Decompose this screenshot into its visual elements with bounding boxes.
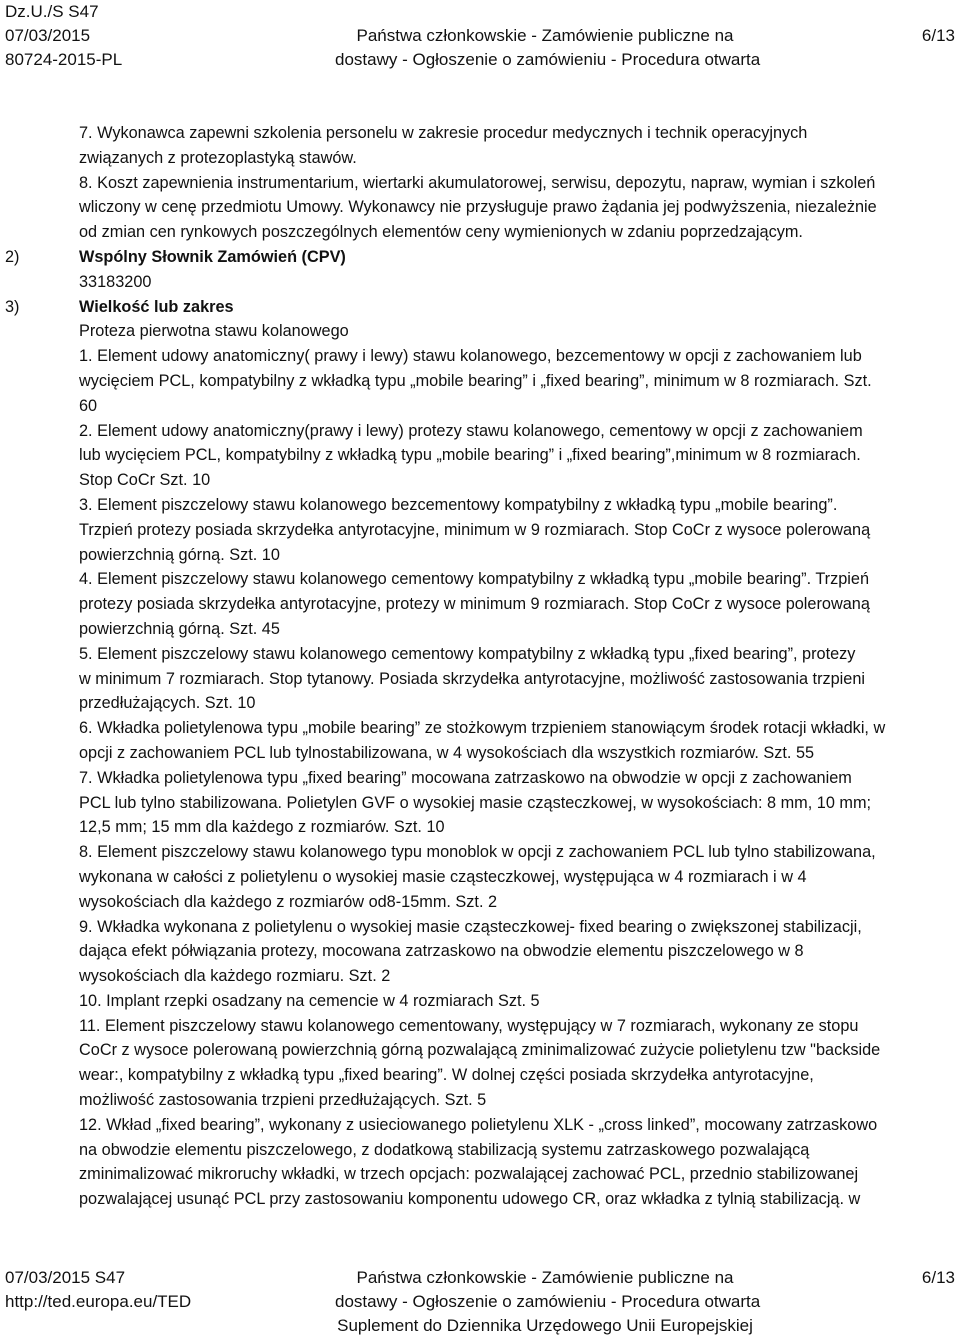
scope-line: 9. Wkładka wykonana z polietylenu o wysokiej masie cząsteczkowej- fixed bearing o zwiększonej stabilizacji, [79,917,862,936]
scope-line: Stop CoCr Szt. 10 [79,471,211,490]
scope-text [79,319,959,1212]
scope-line: Trzpień protezy posiada skrzydełka antyrotacyjne, minimum w 9 rozmiarach. Stop CoCr z wysoce polerowaną [79,520,871,539]
scope-line: powierzchnią górną. Szt. 45 [79,619,280,638]
section-number: 2) [5,247,20,266]
scope-line: 3. Element piszczelowy stawu kolanowego bezcementowy kompatybilny z wkładką typu „mobile bearing”. [79,495,838,514]
intro-paragraph [79,121,959,245]
scope-line: 1. Element udowy anatomiczny( prawy i lewy) stawu kolanowego, bezcementowy w opcji z zachowaniem lub [79,347,862,366]
header-title-line-2: dostawy - Ogłoszenie o zamówieniu - Procedura otwarta [335,50,761,69]
intro-line: 8. Koszt zapewnienia instrumentarium, wiertarki akumulatorowej, serwisu, depozytu, napraw, wymian i szkoleń [79,173,876,192]
intro-line: związanych z protezoplastyką stawów. [79,148,357,167]
scope-line: 12,5 mm; 15 mm dla każdego z rozmiarów. Szt. 10 [79,818,445,837]
intro-line: 7. Wykonawca zapewni szkolenia personelu w zakresie procedur medycznych i technik operacyjnych [79,124,808,142]
header-left [5,0,122,72]
footer-center [335,1266,761,1338]
cpv-code: 33183200 [79,272,152,291]
scope-line: 5. Element piszczelowy stawu kolanowego cementowy kompatybilny z wkładką typu „fixed bearing”, protezy [79,644,856,663]
footer-title-line-1: Państwa członkowskie - Zamówienie publiczne na [356,1268,734,1287]
section-cpv [5,245,959,295]
scope-line: 60 [79,396,98,415]
footer-left [5,1266,191,1314]
footer-supplement: Suplement do Dziennika Urzędowego Unii Europejskiej [337,1316,753,1335]
section-title: Wielkość lub zakres [79,297,234,316]
scope-line: na obwodzie elementu piszczelowego, z dodatkową stabilizacją systemu zatrzaskowego pozwalającą [79,1140,810,1159]
scope-line: wear:, kompatybilny z wkładką typu „fixed bearing”. W dolnej części posiada skrzydełka antyrotacyjne, [79,1066,814,1085]
scope-line: 8. Element piszczelowy stawu kolanowego typu monoblok w opcji z zachowaniem PCL lub tylno stabilizowana, [79,843,876,862]
intro-line: wliczony w cenę przedmiotu Umowy. Wykonawcy nie przysługuje prawo żądania jej podwyższenia, niezależnie [79,198,877,217]
scope-line: 12. Wkład „fixed bearing”, wykonany z usieciowanego polietylenu XLK - „cross linked”, mocowany zatrzaskowo [79,1115,878,1134]
scope-line: Proteza pierwotna stawu kolanowego [79,322,349,341]
scope-line: zminimalizować mikroruchy wkładki, w trzech opcjach: pozwalającej zachować PCL, przednio stabilizowanej [79,1165,859,1184]
scope-line: opcji z zachowaniem PCL lub tylnostabilizowana, w 4 wysokościach dla wszystkich rozmiarów. Szt. 55 [79,743,815,762]
intro-line: od zmian cen rynkowych poszczególnych elementów ceny wymienionych w zdaniu poprzedzającym. [79,223,803,242]
document-body [5,121,959,1212]
scope-line: możliwość zastosowania trzpieni przedłużających. Szt. 5 [79,1091,487,1110]
footer-page-number: 6/13 [921,1268,955,1287]
scope-line: 7. Wkładka polietylenowa typu „fixed bearing” mocowana zatrzaskowo na obwodzie w opcji z zachowaniem [79,768,852,787]
section-title: Wspólny Słownik Zamówień (CPV) [79,247,346,266]
scope-line: przedłużających. Szt. 10 [79,694,256,713]
scope-line: powierzchnią górną. Szt. 10 [79,545,280,564]
scope-line: lub wycięciem PCL, kompatybilny z wkładką typu „mobile bearing” i „fixed bearing”,minimum w 8 rozmiarach. [79,446,861,465]
publication-date: 07/03/2015 [5,26,91,45]
scope-line: 11. Element piszczelowy stawu kolanowego cementowany, występujący w 7 rozmiarach, wykonany ze stopu [79,1016,859,1035]
section-number: 3) [5,297,20,316]
journal-ref: Dz.U./S S47 [5,2,99,21]
header-center [335,24,761,72]
notice-number: 80724-2015-PL [5,50,123,69]
scope-line: w minimum 7 rozmiarach. Stop tytanowy. Posiada skrzydełka antyrotacyjne, możliwość zastosowania trzpieni [79,669,866,688]
scope-line: protezy posiada skrzydełka antyrotacyjne, protezy w minimum 9 rozmiarach. Stop CoCr z wysoce polerowaną [79,595,870,614]
scope-line: 4. Element piszczelowy stawu kolanowego cementowy kompatybilny z wkładką typu „mobile bearing”. Trzpień [79,570,870,589]
scope-line: 6. Wkładka polietylenowa typu „mobile bearing” ze stożkowym trzpieniem stanowiącym środek rotacji wkładki, w [79,719,886,738]
section-scope [5,295,959,1212]
scope-line: wysokościach dla każdego z rozmiarów od8-15mm. Szt. 2 [79,892,498,911]
footer-title-line-2: dostawy - Ogłoszenie o zamówieniu - Procedura otwarta [335,1292,761,1311]
scope-line: dająca efekt półwiązania protezy, mocowana zatrzaskowo na obwodzie elementu piszczelowego w 8 [79,942,804,961]
footer-url[interactable]: http://ted.europa.eu/TED [5,1292,192,1311]
scope-line: PCL lub tylno stabilizowana. Polietylen GVF o wysokiej masie cząsteczkowej, w wysokościach: 8 mm, 10 mm; [79,793,872,812]
footer-date: 07/03/2015 S47 [5,1268,126,1287]
header-page-number: 6/13 [921,26,955,45]
scope-line: CoCr z wysoce polerowaną powierzchnią górną pozwalającą zminimalizować zużycie polietylenu tzw "backside [79,1041,881,1060]
scope-line: wysokościach dla każdego rozmiaru. Szt. 2 [79,967,391,986]
header-title-line-1: Państwa członkowskie - Zamówienie publiczne na [356,26,734,45]
scope-line: 10. Implant rzepki osadzany na cemencie w 4 rozmiarach Szt. 5 [79,991,540,1010]
scope-line: wycięciem PCL, kompatybilny z wkładką typu „mobile bearing” i „fixed bearing”, minimum w 8 rozmiarach. Szt. [79,371,872,390]
scope-line: wykonana w całości z polietylenu o wysokiej masie cząsteczkowej, występująca w 4 rozmiarach i w 4 [79,867,807,886]
scope-line: pozwalającej usunąć PCL przy zastosowaniu komponentu udowego CR, oraz wkładka z tylnią stabilizacją. w [79,1190,861,1209]
scope-line: 2. Element udowy anatomiczny(prawy i lewy) protezy stawu kolanowego, cementowy w opcji z zachowaniem [79,421,863,440]
